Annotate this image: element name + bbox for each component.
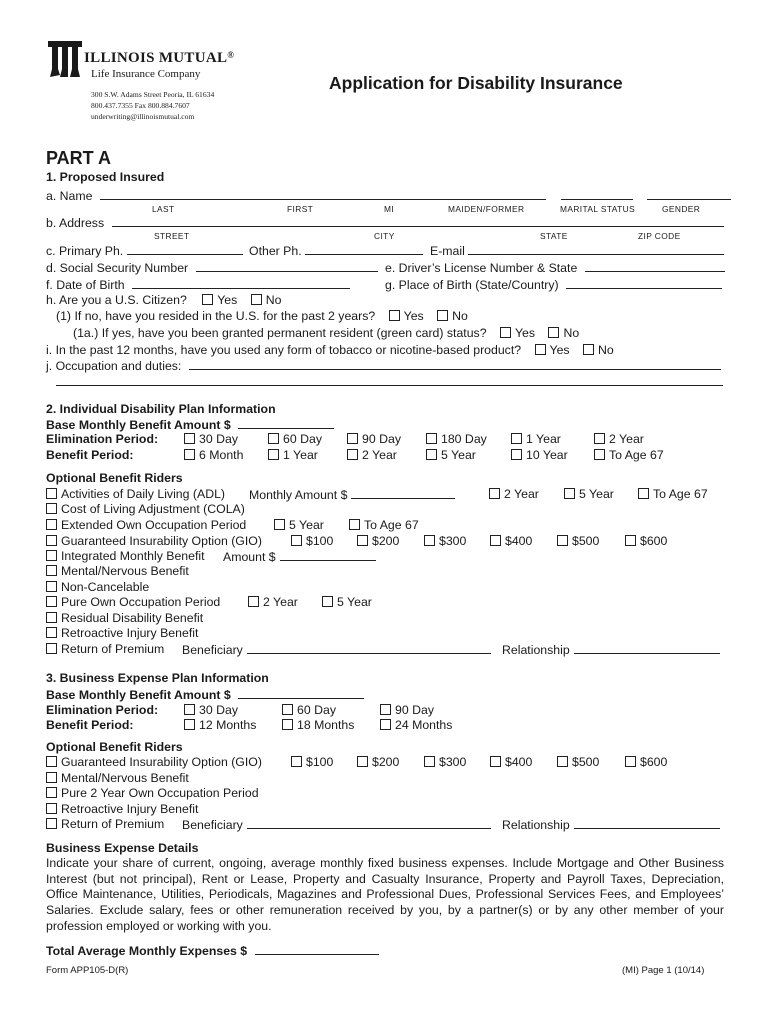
s2-gio-100-checkbox[interactable] xyxy=(291,535,302,546)
name-sub-mi: MI xyxy=(384,204,395,214)
address-sub-zip: ZIP CODE xyxy=(638,231,681,241)
adl-5y-label: 5 Year xyxy=(579,487,614,501)
s3-mental-nervous-label: Mental/Nervous Benefit xyxy=(61,771,189,785)
s3-base-amount-input[interactable] xyxy=(238,687,364,699)
residual-disability-label: Residual Disability Benefit xyxy=(61,611,204,625)
tobacco-row xyxy=(46,343,614,357)
address-sub-street: STREET xyxy=(154,231,190,241)
s3-relationship-label: Relationship xyxy=(502,818,570,832)
s3-gio-400-label: $400 xyxy=(505,755,533,769)
name-sub-first: FIRST xyxy=(287,204,314,214)
s3-beneficiary-label: Beneficiary xyxy=(182,818,243,832)
primary-phone-input[interactable] xyxy=(127,243,243,255)
s3-gio-500-checkbox[interactable] xyxy=(557,756,568,767)
s3-benefit-12m-checkbox[interactable] xyxy=(184,719,195,730)
pob-label: g. Place of Birth (State/Country) xyxy=(385,278,559,292)
s2-gio-500-label: $500 xyxy=(572,534,600,548)
dl-group xyxy=(385,260,725,275)
adl-67-label: To Age 67 xyxy=(653,487,708,501)
s2-rop-checkbox[interactable] xyxy=(46,643,57,654)
non-cancelable-label: Non-Cancelable xyxy=(61,580,150,594)
email-input[interactable] xyxy=(468,243,724,255)
total-expenses-label: Total Average Monthly Expenses $ xyxy=(46,944,248,958)
part-heading: PART A xyxy=(46,148,111,168)
s2-gio-400-checkbox[interactable] xyxy=(490,535,501,546)
bed-line-2: Interest (but not principal), Rent or Lease, Property and Casualty Insurance, Property and Payroll Taxes, Depreciation, xyxy=(46,871,724,886)
s3-gio-checkbox[interactable] xyxy=(46,756,57,767)
bed-line-1: Indicate your share of current, ongoing, average monthly fixed business expenses. Include Mortgage and Other Business xyxy=(46,856,724,870)
s2-benefit-label: Benefit Period: xyxy=(46,448,134,462)
pure-2y-checkbox[interactable] xyxy=(46,787,57,798)
eoo-checkbox[interactable] xyxy=(46,519,57,530)
primary-phone-label: c. Primary Ph. xyxy=(46,244,124,258)
imb-amount-input[interactable] xyxy=(280,549,376,561)
s2-elim-90-label: 90 Day xyxy=(362,432,401,446)
form-number: Form APP105-D(R) xyxy=(46,965,129,976)
s3-gio-200-checkbox[interactable] xyxy=(357,756,368,767)
company-email: underwriting@illinoismutual.com xyxy=(91,112,195,121)
s2-elim-90-checkbox[interactable] xyxy=(347,433,358,444)
name-input[interactable] xyxy=(100,188,546,200)
citizen-question: h. Are you a U.S. Citizen? xyxy=(46,293,187,307)
s3-elim-90-label: 90 Day xyxy=(395,703,434,717)
s2-riders-title: Optional Benefit Riders xyxy=(46,471,183,485)
s2-benefit-10y-label: 10 Year xyxy=(526,448,568,462)
s3-retroactive-injury-checkbox[interactable] xyxy=(46,803,57,814)
s2-gio-500-checkbox[interactable] xyxy=(557,535,568,546)
s3-rop-label: Return of Premium xyxy=(61,817,165,831)
s3-benefit-12m-label: 12 Months xyxy=(199,718,257,732)
green-card-row xyxy=(73,326,579,340)
s2-benefit-1y-checkbox[interactable] xyxy=(268,449,279,460)
marital-status-input[interactable] xyxy=(561,188,633,200)
name-sub-maiden: MAIDEN/FORMER xyxy=(448,204,525,214)
s2-mental-nervous-label: Mental/Nervous Benefit xyxy=(61,564,189,578)
s3-elim-30-label: 30 Day xyxy=(199,703,238,717)
s2-retroactive-injury-label: Retroactive Injury Benefit xyxy=(61,626,199,640)
s3-gio-100-checkbox[interactable] xyxy=(291,756,302,767)
address-sub-city: CITY xyxy=(374,231,395,241)
s2-elim-label: Elimination Period: xyxy=(46,432,159,446)
tobacco-question: i. In the past 12 months, have you used any form of tobacco or nicotine-based product? xyxy=(46,343,522,357)
s2-rop-label: Return of Premium xyxy=(61,642,165,656)
no-label: No xyxy=(563,326,580,340)
company-name: ILLINOIS MUTUAL xyxy=(84,50,228,66)
s2-gio-200-checkbox[interactable] xyxy=(357,535,368,546)
s2-benefit-5y-checkbox[interactable] xyxy=(426,449,437,460)
s2-base-row xyxy=(46,417,334,432)
section3-title: 3. Business Expense Plan Information xyxy=(46,671,269,685)
s2-elim-30-label: 30 Day xyxy=(199,432,238,446)
pob-input[interactable] xyxy=(566,277,722,289)
cola-label: Cost of Living Adjustment (COLA) xyxy=(61,502,245,516)
page-info: (MI) Page 1 (10/14) xyxy=(622,965,705,976)
s2-benefit-67-checkbox[interactable] xyxy=(594,449,605,460)
occupation-label: j. Occupation and duties: xyxy=(46,359,182,373)
s3-gio-100-label: $100 xyxy=(306,755,334,769)
adl-monthly-amount-label: Monthly Amount $ xyxy=(249,488,348,502)
yes-label: Yes xyxy=(403,309,424,323)
name-label: a. Name xyxy=(46,189,93,203)
eoo-5y-checkbox[interactable] xyxy=(274,519,285,530)
adl-67-checkbox[interactable] xyxy=(638,488,649,499)
s2-elim-1y-label: 1 Year xyxy=(526,432,561,446)
s2-gio-200-label: $200 xyxy=(372,534,400,548)
s2-elim-60-checkbox[interactable] xyxy=(268,433,279,444)
s3-base-label: Base Monthly Benefit Amount $ xyxy=(46,688,231,702)
ssn-input[interactable] xyxy=(196,260,378,272)
adl-2y-checkbox[interactable] xyxy=(489,488,500,499)
s2-relationship-label: Relationship xyxy=(502,643,570,657)
resided-row xyxy=(56,309,468,323)
s2-gio-600-checkbox[interactable] xyxy=(625,535,636,546)
no-label: No xyxy=(265,293,282,307)
other-phone-input[interactable] xyxy=(305,243,423,255)
s2-gio-300-label: $300 xyxy=(439,534,467,548)
s3-benefit-24m-checkbox[interactable] xyxy=(380,719,391,730)
non-cancelable-checkbox[interactable] xyxy=(46,581,57,592)
s3-gio-500-label: $500 xyxy=(572,755,600,769)
s2-relationship-input[interactable] xyxy=(574,642,720,654)
eoo-67-checkbox[interactable] xyxy=(349,519,360,530)
s3-benefit-18m-label: 18 Months xyxy=(297,718,355,732)
s3-gio-200-label: $200 xyxy=(372,755,400,769)
s3-elim-label: Elimination Period: xyxy=(46,703,159,717)
eoo-67-label: To Age 67 xyxy=(364,518,419,532)
drivers-license-input[interactable] xyxy=(585,260,725,272)
poo-2y-checkbox[interactable] xyxy=(248,596,259,607)
s2-elim-180-checkbox[interactable] xyxy=(426,433,437,444)
s3-elim-60-checkbox[interactable] xyxy=(282,704,293,715)
citizen-row xyxy=(46,293,281,307)
s2-gio-300-checkbox[interactable] xyxy=(424,535,435,546)
company-phone: 800.437.7355 Fax 800.884.7607 xyxy=(91,101,190,110)
poo-checkbox[interactable] xyxy=(46,596,57,607)
s3-elim-60-label: 60 Day xyxy=(297,703,336,717)
s3-gio-600-label: $600 xyxy=(640,755,668,769)
name-sub-gender: GENDER xyxy=(662,204,701,214)
total-expenses-row xyxy=(46,943,379,958)
green-card-no-checkbox[interactable] xyxy=(548,327,559,338)
s2-benefit-10y-checkbox[interactable] xyxy=(511,449,522,460)
s2-gio-400-label: $400 xyxy=(505,534,533,548)
s2-beneficiary-label: Beneficiary xyxy=(182,643,243,657)
s3-beneficiary-input[interactable] xyxy=(247,817,491,829)
illinois-mutual-logo-mark xyxy=(46,39,84,79)
s2-gio-600-label: $600 xyxy=(640,534,668,548)
pob-group xyxy=(385,277,722,292)
residual-disability-checkbox[interactable] xyxy=(46,612,57,623)
address-input[interactable] xyxy=(112,215,724,227)
s3-benefit-18m-checkbox[interactable] xyxy=(282,719,293,730)
no-label: No xyxy=(452,309,468,323)
yes-label: Yes xyxy=(549,343,570,357)
s2-benefit-6m-checkbox[interactable] xyxy=(184,449,195,460)
s2-benefit-5y-label: 5 Year xyxy=(441,448,476,462)
s2-mental-nervous-checkbox[interactable] xyxy=(46,565,57,576)
name-row xyxy=(46,188,731,203)
green-card-question: (1a.) If yes, have you been granted permanent resident (green card) status? xyxy=(73,326,487,340)
s2-base-amount-input[interactable] xyxy=(238,417,334,429)
address-label: b. Address xyxy=(46,216,105,230)
other-phone-group xyxy=(249,243,423,258)
s2-elim-2y-checkbox[interactable] xyxy=(594,433,605,444)
s3-rop-checkbox[interactable] xyxy=(46,818,57,829)
eoo-5y-label: 5 Year xyxy=(289,518,324,532)
occupation-row xyxy=(46,358,721,373)
citizen-no-checkbox[interactable] xyxy=(251,294,262,305)
section2-title: 2. Individual Disability Plan Information xyxy=(46,402,276,416)
address-row xyxy=(46,215,724,230)
pure-2y-label: Pure 2 Year Own Occupation Period xyxy=(61,786,259,800)
s2-retroactive-injury-checkbox[interactable] xyxy=(46,627,57,638)
s3-gio-label: Guaranteed Insurability Option (GIO) xyxy=(61,755,262,769)
name-sub-marital: MARITAL STATUS xyxy=(560,204,636,214)
s3-benefit-label: Benefit Period: xyxy=(46,718,134,732)
poo-5y-checkbox[interactable] xyxy=(322,596,333,607)
dob-input[interactable] xyxy=(132,277,350,289)
ssn-group xyxy=(46,260,378,275)
s2-benefit-2y-label: 2 Year xyxy=(362,448,397,462)
citizen-yes-checkbox[interactable] xyxy=(202,294,213,305)
form-title: Application for Disability Insurance xyxy=(329,73,623,93)
s2-elim-180-label: 180 Day xyxy=(441,432,487,446)
s3-mental-nervous-checkbox[interactable] xyxy=(46,772,57,783)
s3-relationship-input[interactable] xyxy=(574,817,720,829)
drivers-license-label: e. Driver’s License Number & State xyxy=(385,261,578,275)
resided-question: (1) If no, have you resided in the U.S. for the past 2 years? xyxy=(56,309,376,323)
s3-elim-30-checkbox[interactable] xyxy=(184,704,195,715)
dob-group xyxy=(46,277,350,292)
imb-amount-label: Amount $ xyxy=(223,550,276,564)
adl-2y-label: 2 Year xyxy=(504,487,539,501)
s2-gio-label: Guaranteed Insurability Option (GIO) xyxy=(61,534,262,548)
s3-gio-300-checkbox[interactable] xyxy=(424,756,435,767)
resided-yes-checkbox[interactable] xyxy=(389,310,400,321)
occupation-input[interactable] xyxy=(189,358,721,370)
total-expenses-input[interactable] xyxy=(255,943,379,955)
s3-riders-title: Optional Benefit Riders xyxy=(46,740,183,754)
resided-no-checkbox[interactable] xyxy=(437,310,448,321)
tobacco-no-checkbox[interactable] xyxy=(583,344,594,355)
s2-elim-60-label: 60 Day xyxy=(283,432,322,446)
s2-benefit-6m-label: 6 Month xyxy=(199,448,244,462)
email-group xyxy=(430,243,724,258)
phone-row xyxy=(46,243,243,258)
adl-checkbox[interactable] xyxy=(46,488,57,499)
green-card-yes-checkbox[interactable] xyxy=(500,327,511,338)
s2-gio-checkbox[interactable] xyxy=(46,535,57,546)
s3-elim-90-checkbox[interactable] xyxy=(380,704,391,715)
s2-elim-2y-label: 2 Year xyxy=(609,432,644,446)
bed-line-4: Salaries. Exclude salary, fees or other remuneration received by you, by a partner(s) or by any other member of your xyxy=(46,903,724,918)
company-subtitle: Life Insurance Company xyxy=(91,68,201,80)
s2-elim-1y-checkbox[interactable] xyxy=(511,433,522,444)
other-phone-label: Other Ph. xyxy=(249,244,302,258)
s2-benefit-67-label: To Age 67 xyxy=(609,448,664,462)
gender-input[interactable] xyxy=(647,188,731,200)
imb-label: Integrated Monthly Benefit xyxy=(61,549,205,563)
s3-retroactive-injury-label: Retroactive Injury Benefit xyxy=(61,802,199,816)
cola-checkbox[interactable] xyxy=(46,503,57,514)
ssn-label: d. Social Security Number xyxy=(46,261,189,275)
s3-base-row xyxy=(46,687,364,702)
adl-monthly-amount-input[interactable] xyxy=(351,487,455,499)
company-address: 300 S.W. Adams Street Peoria, IL 61634 xyxy=(91,90,215,99)
poo-2y-label: 2 Year xyxy=(263,595,298,609)
s2-base-label: Base Monthly Benefit Amount $ xyxy=(46,418,231,432)
occupation-input-line-2[interactable] xyxy=(56,385,723,386)
address-sub-state: STATE xyxy=(540,231,568,241)
bed-line-3: Office Maintenance, Utilities, Periodicals, Magazines and Professional Dues, Professional Services Fees, and Employees’ xyxy=(46,887,724,902)
registered-mark: ® xyxy=(227,50,235,60)
dob-label: f. Date of Birth xyxy=(46,278,125,292)
imb-checkbox[interactable] xyxy=(46,550,57,561)
poo-label: Pure Own Occupation Period xyxy=(61,595,221,609)
s2-benefit-2y-checkbox[interactable] xyxy=(347,449,358,460)
s2-gio-100-label: $100 xyxy=(306,534,334,548)
tobacco-yes-checkbox[interactable] xyxy=(535,344,546,355)
adl-label: Activities of Daily Living (ADL) xyxy=(61,487,226,501)
s2-elim-30-checkbox[interactable] xyxy=(184,433,195,444)
s3-gio-600-checkbox[interactable] xyxy=(625,756,636,767)
eoo-label: Extended Own Occupation Period xyxy=(61,518,247,532)
email-label: E-mail xyxy=(430,244,465,258)
s2-benefit-1y-label: 1 Year xyxy=(283,448,318,462)
s3-gio-300-label: $300 xyxy=(439,755,467,769)
bed-paragraph xyxy=(46,856,724,935)
name-sub-last: LAST xyxy=(152,204,175,214)
bed-line-5: profession employed or working with you. xyxy=(46,918,272,933)
s3-gio-400-checkbox[interactable] xyxy=(490,756,501,767)
poo-5y-label: 5 Year xyxy=(337,595,372,609)
yes-label: Yes xyxy=(514,326,536,340)
section1-title: 1. Proposed Insured xyxy=(46,170,165,184)
adl-5y-checkbox[interactable] xyxy=(564,488,575,499)
s2-beneficiary-input[interactable] xyxy=(247,642,491,654)
no-label: No xyxy=(598,343,614,357)
s3-benefit-24m-label: 24 Months xyxy=(395,718,453,732)
yes-label: Yes xyxy=(217,293,238,307)
bed-title: Business Expense Details xyxy=(46,841,199,855)
